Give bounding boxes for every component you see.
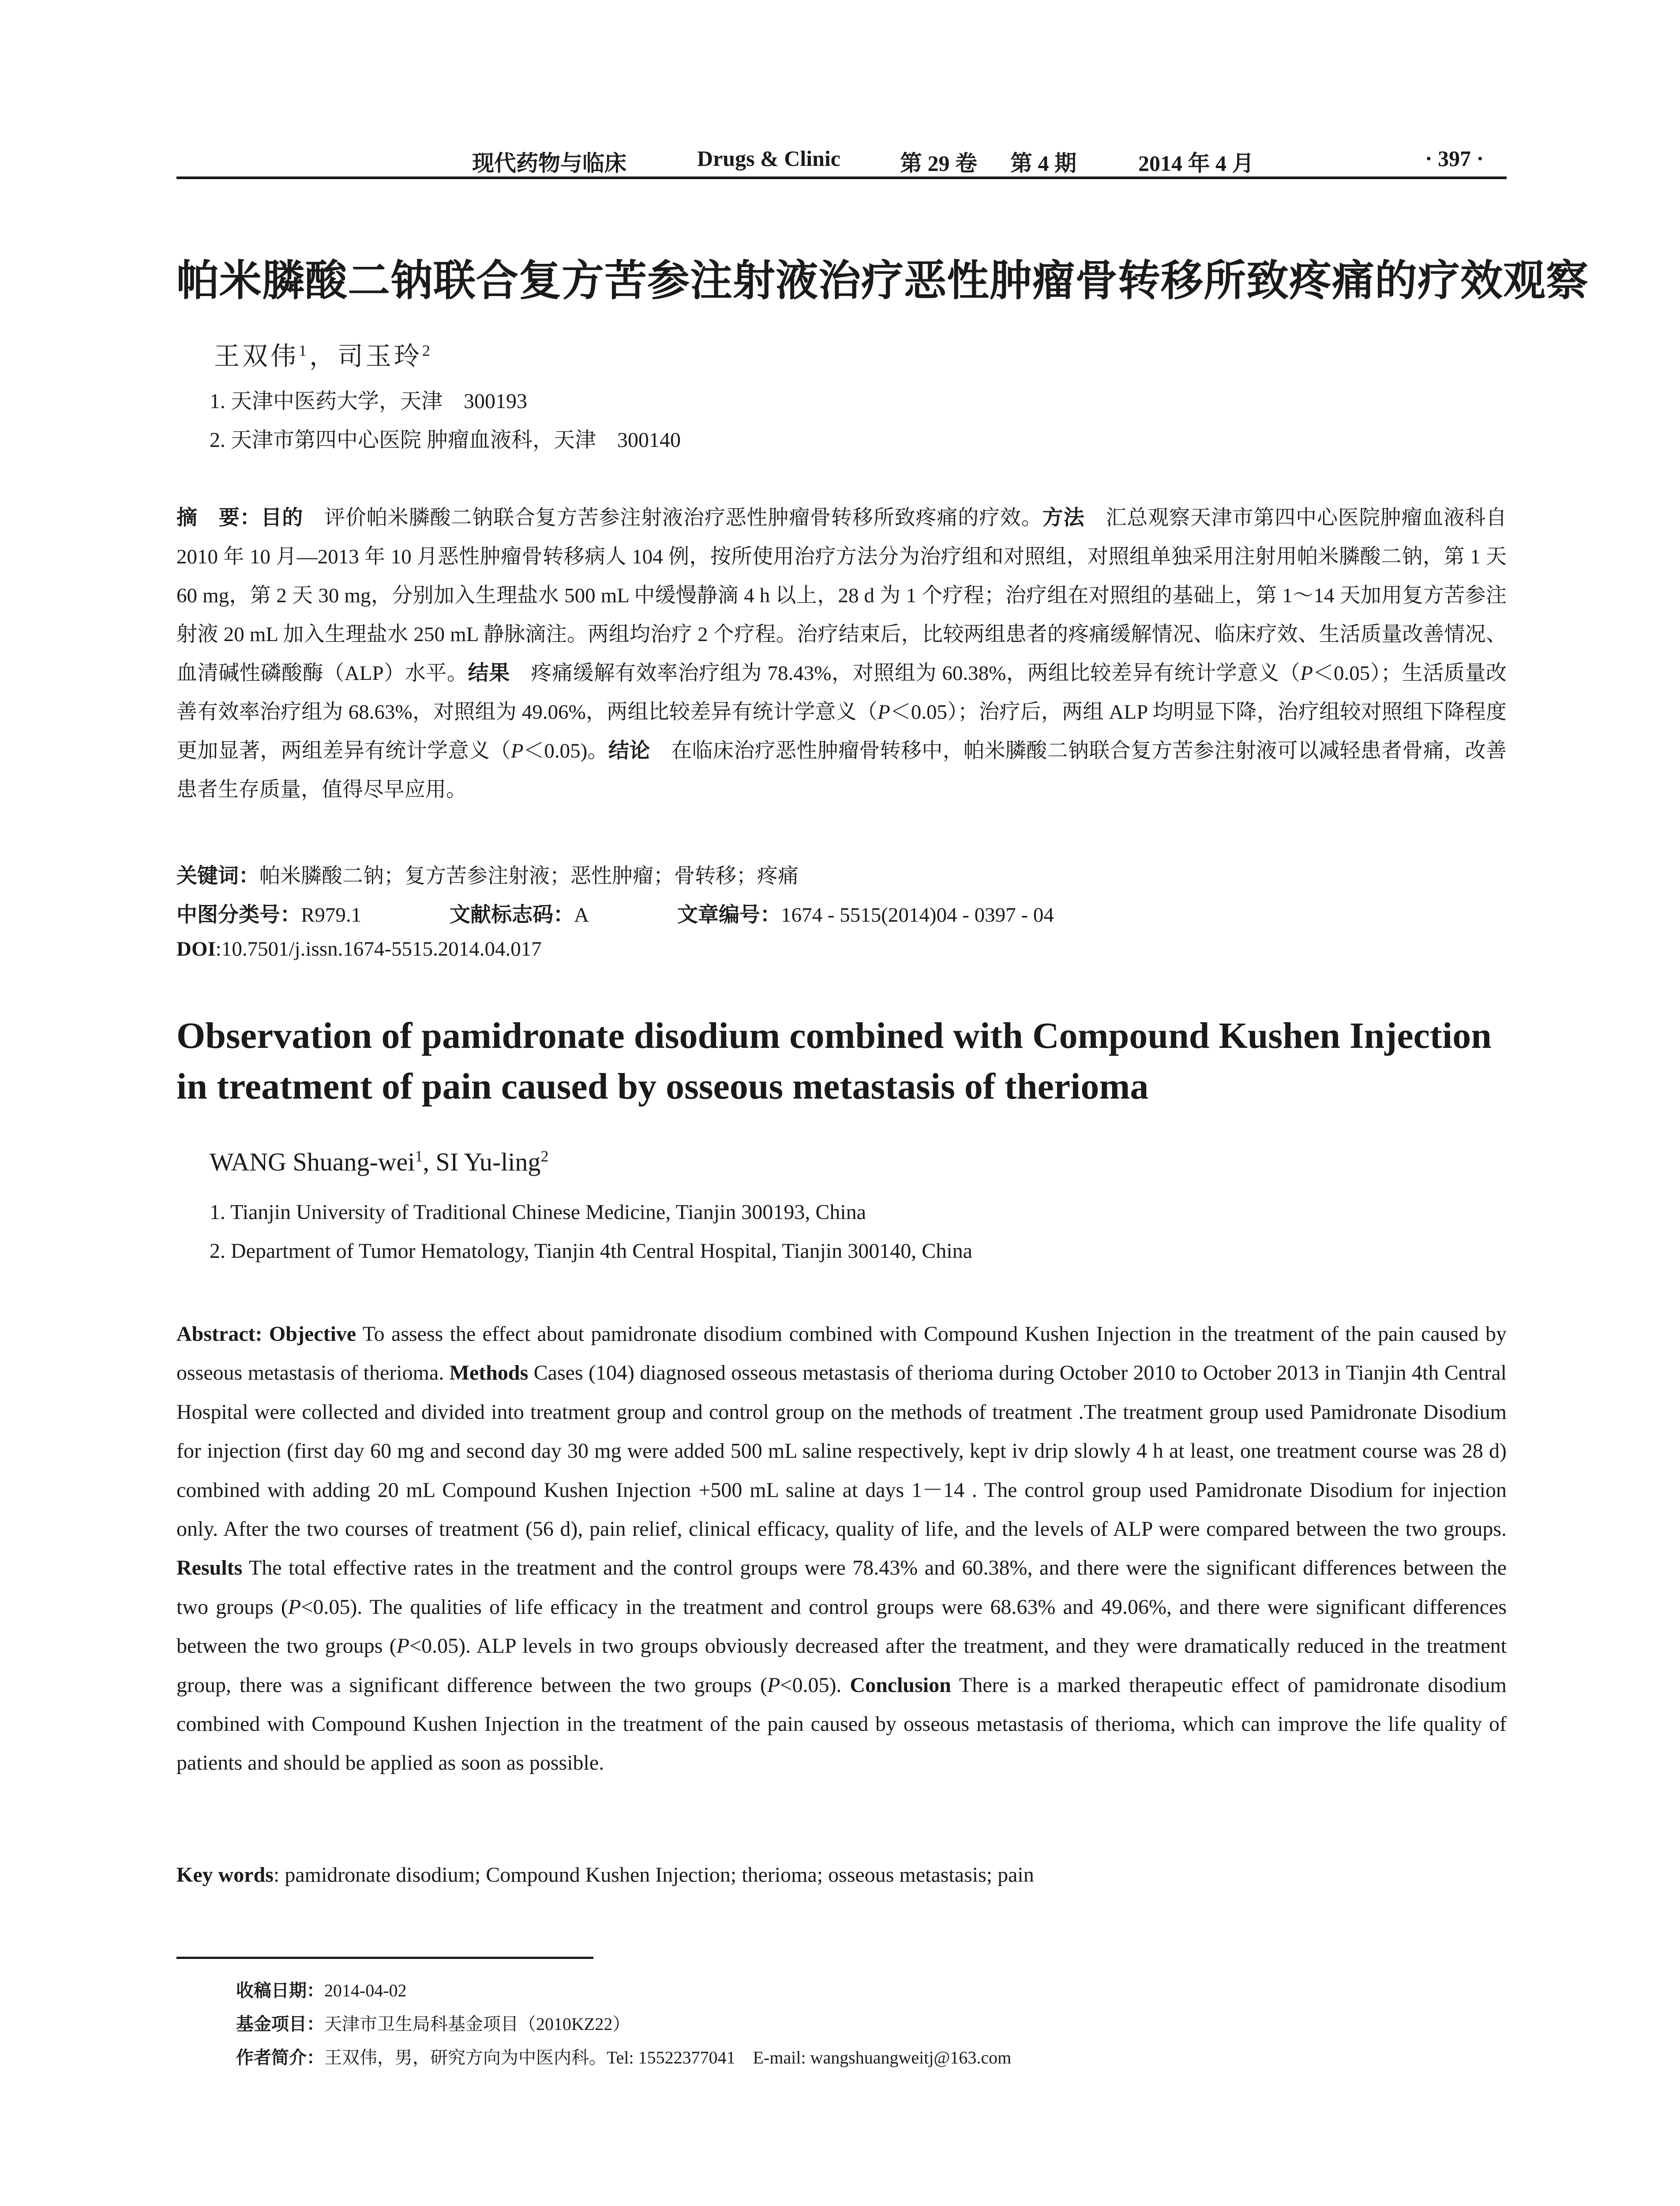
objective-cn-text: 评价帕米膦酸二钠联合复方苦参注射液治疗恶性肿瘤骨转移所致疼痛的疗效。 [303, 506, 1042, 529]
methods-cn-label: 方法 [1042, 506, 1085, 530]
conclusion-en-text: There is a marked therapeutic effect of pamidronate disodium combined with Compound Kushen Injection in the treatment of the pain caused by osseous metastasis of therioma, which can improve the life quality of patients and should be applied as soon as possible. [176, 1673, 1507, 1775]
p-value-symbol: P [510, 739, 524, 762]
abstract-en-label: Abstract: [176, 1322, 262, 1346]
footnote-author [236, 2044, 1011, 2069]
results-en-label: Results [176, 1556, 243, 1580]
doi-line [176, 937, 542, 961]
running-header [176, 132, 1507, 176]
affiliation-cn-1: 1. 天津中医药大学，天津 300193 [210, 390, 528, 413]
authors-en [210, 1147, 548, 1177]
author-en-2-sup: 2 [540, 1147, 549, 1165]
author-cn-1-sup: 1 [299, 341, 309, 360]
results-cn-text-2: ＜0.05）；生活质量改善有效率治疗组为 68.63%，对照组为 49.06%，两组比较差异有统计学意义（ [176, 662, 1507, 724]
p-value-symbol: P [396, 1634, 410, 1658]
results-cn-label: 结果 [468, 661, 510, 685]
objective-cn-label: 目的 [261, 506, 304, 530]
results-en-text-3: <0.05). ALP levels in two groups obviously decreased after the treatment, and they were dramatically reduced in the treatment group, there was a significant difference between the two groups ( [176, 1634, 1507, 1697]
abstract-cn-label: 摘 要： [176, 506, 261, 530]
article-number-label: 文章编号： [677, 903, 781, 927]
keywords-en-label: Key words [176, 1863, 274, 1887]
author-cn-2: 司玉玲 [338, 342, 423, 371]
conclusion-cn-text: 在临床治疗恶性肿瘤骨转移中，帕米膦酸二钠联合复方苦参注射液可以减轻患者骨痛，改善患者生存质量，值得尽早应用。 [176, 739, 1507, 801]
p-value-symbol: P [1300, 662, 1313, 685]
keywords-en [176, 1863, 1034, 1887]
footnote-fund [236, 2010, 630, 2035]
author-bio-value: 王双伟，男，研究方向为中医内科。Tel: 15522377041 E-mail: wangshuangweitj@163.com [324, 2048, 1012, 2067]
results-en-text-4: <0.05). [780, 1673, 850, 1697]
clc-value: R979.1 [301, 904, 362, 927]
footnote-rule [176, 1957, 593, 1959]
doc-code-value: A [574, 904, 589, 927]
author-en-1: WANG Shuang-wei [210, 1148, 415, 1176]
journal-name-cn: 现代药物与临床 [472, 151, 626, 176]
clc-label: 中图分类号： [176, 903, 301, 927]
p-value-symbol: P [288, 1595, 301, 1619]
methods-cn-text: 汇总观察天津市第四中心医院肿瘤血液科自 2010 年 10 月—2013 年 10 月恶性肿瘤骨转移病人 104 例，按所使用治疗方法分为治疗组和对照组，对照组单独采用注射用帕米膦酸二钠，第 1 天 60 mg，第 2 天 30 mg，分别加入生理盐水 500 mL 中缓慢静滴 4 h 以上，28 d 为 1 个疗程；治疗组在对照组的基础上，第 1～14 天加用复方苦参注射液 20 mL 加入生理盐水 250 mL 静脉滴注。两组均治疗 2 个疗程。治疗结束后，比较两组患者的疼痛缓解情况、临床疗效、生活质量改善情况、血清碱性磷酸酶（ALP）水平。 [176, 506, 1507, 685]
p-value-symbol: P [878, 701, 890, 724]
received-value: 2014-04-02 [324, 1981, 407, 2000]
conclusion-cn-label: 结论 [608, 739, 650, 763]
affiliation-en-1: 1. Tianjin University of Traditional Chinese Medicine, Tianjin 300193, China [210, 1201, 866, 1224]
results-en-text-1: The total effective rates in the treatment and the control groups were 78.43% and 60.38%, and there were the significant differences between the two groups ( [176, 1556, 1507, 1619]
results-en-text-2: <0.05). The qualities of life efficacy in the treatment and control groups were 68.63% and 49.06%, and there were significant differences between the two groups ( [176, 1595, 1507, 1658]
footnote-received [236, 1977, 407, 2002]
author-en-2: SI Yu-ling [435, 1148, 541, 1176]
abstract-en [176, 1315, 1507, 1783]
conclusion-en-label: Conclusion [850, 1673, 951, 1697]
doi-value: :10.7501/j.issn.1674-5515.2014.04.017 [215, 938, 542, 960]
keywords-cn-label: 关键词： [176, 864, 259, 888]
author-bio-label: 作者简介： [236, 2048, 324, 2068]
affiliation-cn-2: 2. 天津市第四中心医院 肿瘤血液科，天津 300140 [210, 428, 681, 452]
fund-label: 基金项目： [236, 2014, 324, 2034]
journal-name-en: Drugs & Clinic [697, 146, 840, 171]
results-cn-text-1: 疼痛缓解有效率治疗组为 78.43%，对照组为 60.38%，两组比较差异有统计学意义（ [510, 662, 1301, 685]
volume: 第 29 卷 [900, 151, 977, 176]
objective-en-text: To assess the effect about pamidronate disodium combined with Compound Kushen Injection in the treatment of the pain caused by osseous metastasis of therioma. [176, 1322, 1507, 1385]
abstract-cn [176, 499, 1507, 809]
results-cn-text-4: ＜0.05)。 [523, 739, 609, 762]
author-separator: ， [309, 342, 338, 371]
authors-cn [214, 335, 433, 372]
header-rule [176, 176, 1507, 179]
methods-en-label: Methods [449, 1361, 529, 1385]
p-value-symbol: P [767, 1673, 780, 1697]
doi-label: DOI [176, 938, 216, 960]
keywords-cn-text: 帕米膦酸二钠；复方苦参注射液；恶性肿瘤；骨转移；疼痛 [259, 865, 799, 888]
publish-date: 2014 年 4 月 [1138, 151, 1254, 176]
methods-en-text: Cases (104) diagnosed osseous metastasis of therioma during October 2010 to October 2013 in Tianjin 4th Central Hospital were collected and divided into treatment group and control group on the methods of treatment .The treatment group used Pamidronate Disodium for injection (first day 60 mg and second day 30 mg were added 500 mL saline respectively, kept iv drip slowly 4 h at least, one treatment course was 28 d) combined with adding 20 mL Compound Kushen Injection +500 mL saline at days 1－14 . The control group used Pamidronate Disodium for injection only. After the two courses of treatment (56 d), pain relief, clinical efficacy, quality of life, and the levels of ALP were compared between the two groups. [176, 1361, 1507, 1541]
keywords-cn [176, 859, 799, 889]
keywords-en-text: : pamidronate disodium; Compound Kushen Injection; therioma; osseous metastasis; pain [273, 1863, 1034, 1887]
issue: 第 4 期 [1010, 151, 1076, 176]
author-en-separator: , [423, 1148, 436, 1176]
page-number: · 397 · [1425, 146, 1484, 171]
author-en-1-sup: 1 [415, 1147, 423, 1165]
classification-line [176, 898, 1054, 928]
objective-en-label: Objective [269, 1322, 356, 1346]
author-cn-2-sup: 2 [422, 341, 433, 360]
title-cn: 帕米膦酸二钠联合复方苦参注射液治疗恶性肿瘤骨转移所致疼痛的疗效观察 [176, 256, 1589, 305]
results-cn-text-3: ＜0.05）；治疗后，两组 ALP 均明显下降，治疗组较对照组下降程度更加显著，两组差异有统计学意义（ [176, 701, 1507, 762]
article-number-value: 1674 - 5515(2014)04 - 0397 - 04 [781, 904, 1054, 927]
fund-value: 天津市卫生局科基金项目（2010KZ22） [324, 2014, 630, 2034]
author-cn-1: 王双伟 [214, 342, 299, 371]
doc-code-label: 文献标志码： [450, 903, 574, 927]
received-label: 收稿日期： [236, 1981, 324, 2001]
affiliation-en-2: 2. Department of Tumor Hematology, Tianjin 4th Central Hospital, Tianjin 300140, China [210, 1239, 972, 1263]
title-en: Observation of pamidronate disodium combined with Compound Kushen Injection in treatment of pain caused by osseous metastasis of therioma [176, 1015, 1492, 1107]
